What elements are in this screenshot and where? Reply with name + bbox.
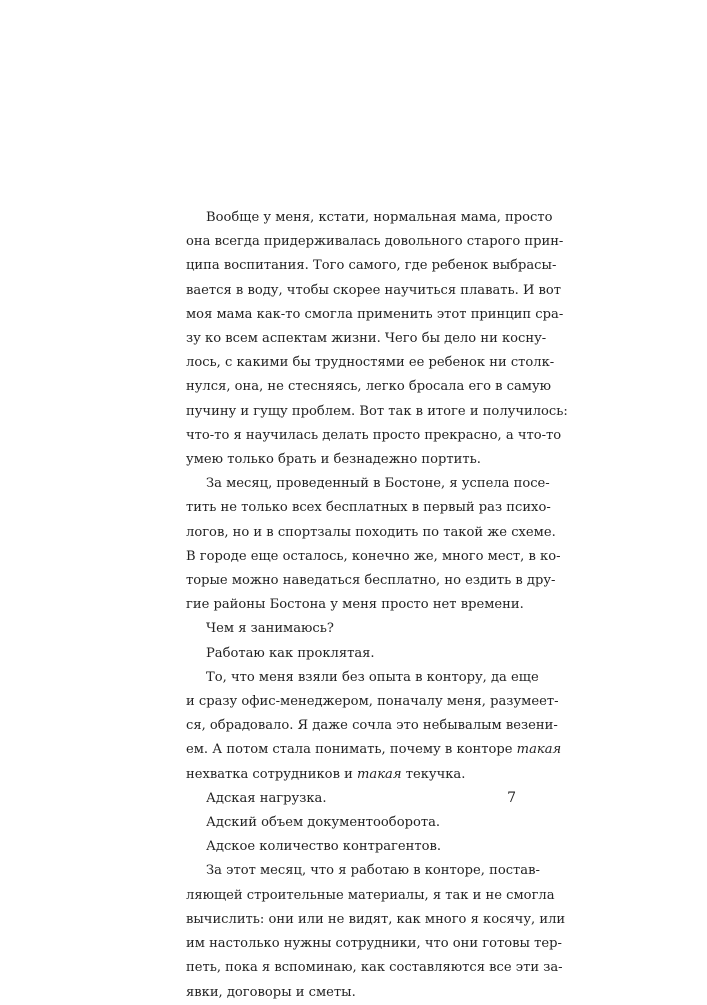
text-line: тить не только всех бесплатных в первый раз психо-	[186, 500, 551, 516]
text-line: ципа воспитания. Того самого, где ребенок выбрасы-	[186, 258, 557, 274]
text-line: и сразу офис-менеджером, поначалу меня, разумеет-	[186, 694, 559, 710]
paragraph	[186, 835, 515, 859]
paragraph	[186, 617, 515, 641]
text-line: За месяц, проведенный в Бостоне, я успела посе-	[206, 476, 550, 492]
text-line: торые можно наведаться бесплатно, но ездить в дру-	[186, 573, 556, 589]
page-number: 7	[507, 790, 516, 806]
text-line: ляющей строительные материалы, я так и не смогла	[186, 887, 555, 903]
text-line	[186, 738, 562, 762]
text-line: петь, пока я вспоминаю, как составляются все эти за-	[186, 960, 563, 976]
text-line: им настолько нужны сотрудники, что они готовы тер-	[186, 936, 562, 952]
text-fragment: текучка.	[405, 766, 466, 782]
text-line: зу ко всем аспектам жизни. Чего бы дело ни косну-	[186, 331, 547, 347]
text-line: То, что меня взяли без опыта в контору, да еще	[206, 669, 539, 685]
text-line	[186, 763, 515, 787]
paragraph	[186, 787, 515, 811]
paragraph	[186, 811, 515, 835]
text-line: логов, но и в спортзалы походить по такой же схеме.	[186, 524, 556, 540]
text-line: она всегда придерживалась довольного старого прин-	[186, 234, 564, 250]
text-line: Чем я занимаюсь?	[206, 621, 334, 637]
text-fragment: ем. А потом стала понимать, почему в конторе	[186, 742, 513, 758]
text-line: Адская нагрузка.	[206, 790, 327, 806]
text-line: вычислить: они или не видят, как много я косячу, или	[186, 911, 566, 927]
paragraph	[186, 206, 568, 472]
text-line: гие районы Бостона у меня просто нет времени.	[186, 597, 524, 613]
text-line: лось, с какими бы трудностями ее ребенок ни столк-	[186, 355, 555, 371]
emphasis-word: такая	[357, 766, 402, 782]
paragraph	[186, 666, 562, 787]
text-line: Работаю как проклятая.	[206, 645, 375, 661]
text-line: вается в воду, чтобы скорее научиться плавать. И вот	[186, 282, 562, 298]
text-line: что-то я научилась делать просто прекрасно, а что-то	[186, 427, 562, 443]
text-line: Адское количество контрагентов.	[206, 839, 442, 855]
emphasis-word: такая	[516, 742, 562, 758]
text-fragment: нехватка сотрудников и	[186, 766, 353, 782]
text-line: моя мама как-то смогла применить этот принцип сра-	[186, 306, 564, 322]
text-line: В городе еще осталось, конечно же, много мест, в ко-	[186, 548, 561, 564]
text-line: ся, обрадовало. Я даже сочла это небывалым везени-	[186, 718, 558, 734]
text-line: явки, договоры и сметы.	[186, 984, 356, 1000]
text-line: Вообще у меня, кстати, нормальная мама, просто	[206, 210, 553, 225]
text-line: нулся, она, не стесняясь, легко бросала его в самую	[186, 379, 552, 395]
text-line: Адский объем документооборота.	[206, 815, 441, 831]
text-line: умею только брать и безнадежно портить.	[186, 452, 481, 468]
text-line: пучину и гущу проблем. Вот так в итоге и получилось:	[186, 403, 568, 419]
paragraph	[186, 859, 566, 1004]
body-text	[186, 206, 568, 1005]
paragraph	[186, 642, 515, 666]
paragraph	[186, 472, 561, 617]
text-line: За этот месяц, что я работаю в конторе, постав-	[206, 863, 540, 879]
